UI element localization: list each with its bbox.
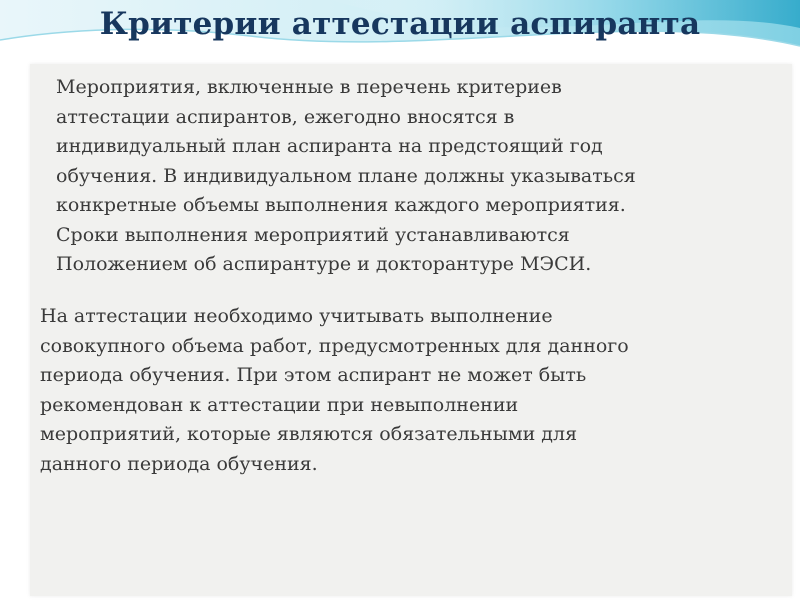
paragraph-line: периода обучения. При этом аспирант не может быть (40, 364, 587, 386)
paragraph-line: конкретные объемы выполнения каждого мероприятия. (56, 194, 626, 216)
paragraph-2 (40, 302, 762, 479)
paragraph-line: совокупного объема работ, предусмотренных для данного (40, 334, 629, 357)
paragraph-line: обучения. В индивидуальном плане должны указываться (56, 164, 636, 187)
paragraph-1 (46, 73, 762, 280)
paragraph-line: данного периода обучения. (40, 452, 318, 475)
paragraph-line: аттестации аспирантов, ежегодно вносятся в (56, 105, 515, 128)
paragraph-line: рекомендован к аттестации при невыполнении (40, 393, 519, 416)
paragraph-line: мероприятий, которые являются обязательными для (40, 423, 578, 445)
paragraph-line: На аттестации необходимо учитывать выполнение (40, 305, 553, 327)
slide-title: Критерии аттестации аспиранта (99, 6, 701, 42)
paragraph-line: Мероприятия, включенные в перечень критериев (56, 76, 562, 98)
paragraph-line: индивидуальный план аспиранта на предстоящий год (56, 135, 603, 157)
paragraph-line: Положением об аспирантуре и докторантуре МЭСИ. (56, 253, 592, 275)
paragraph-line: Сроки выполнения мероприятий устанавливаются (56, 223, 570, 246)
